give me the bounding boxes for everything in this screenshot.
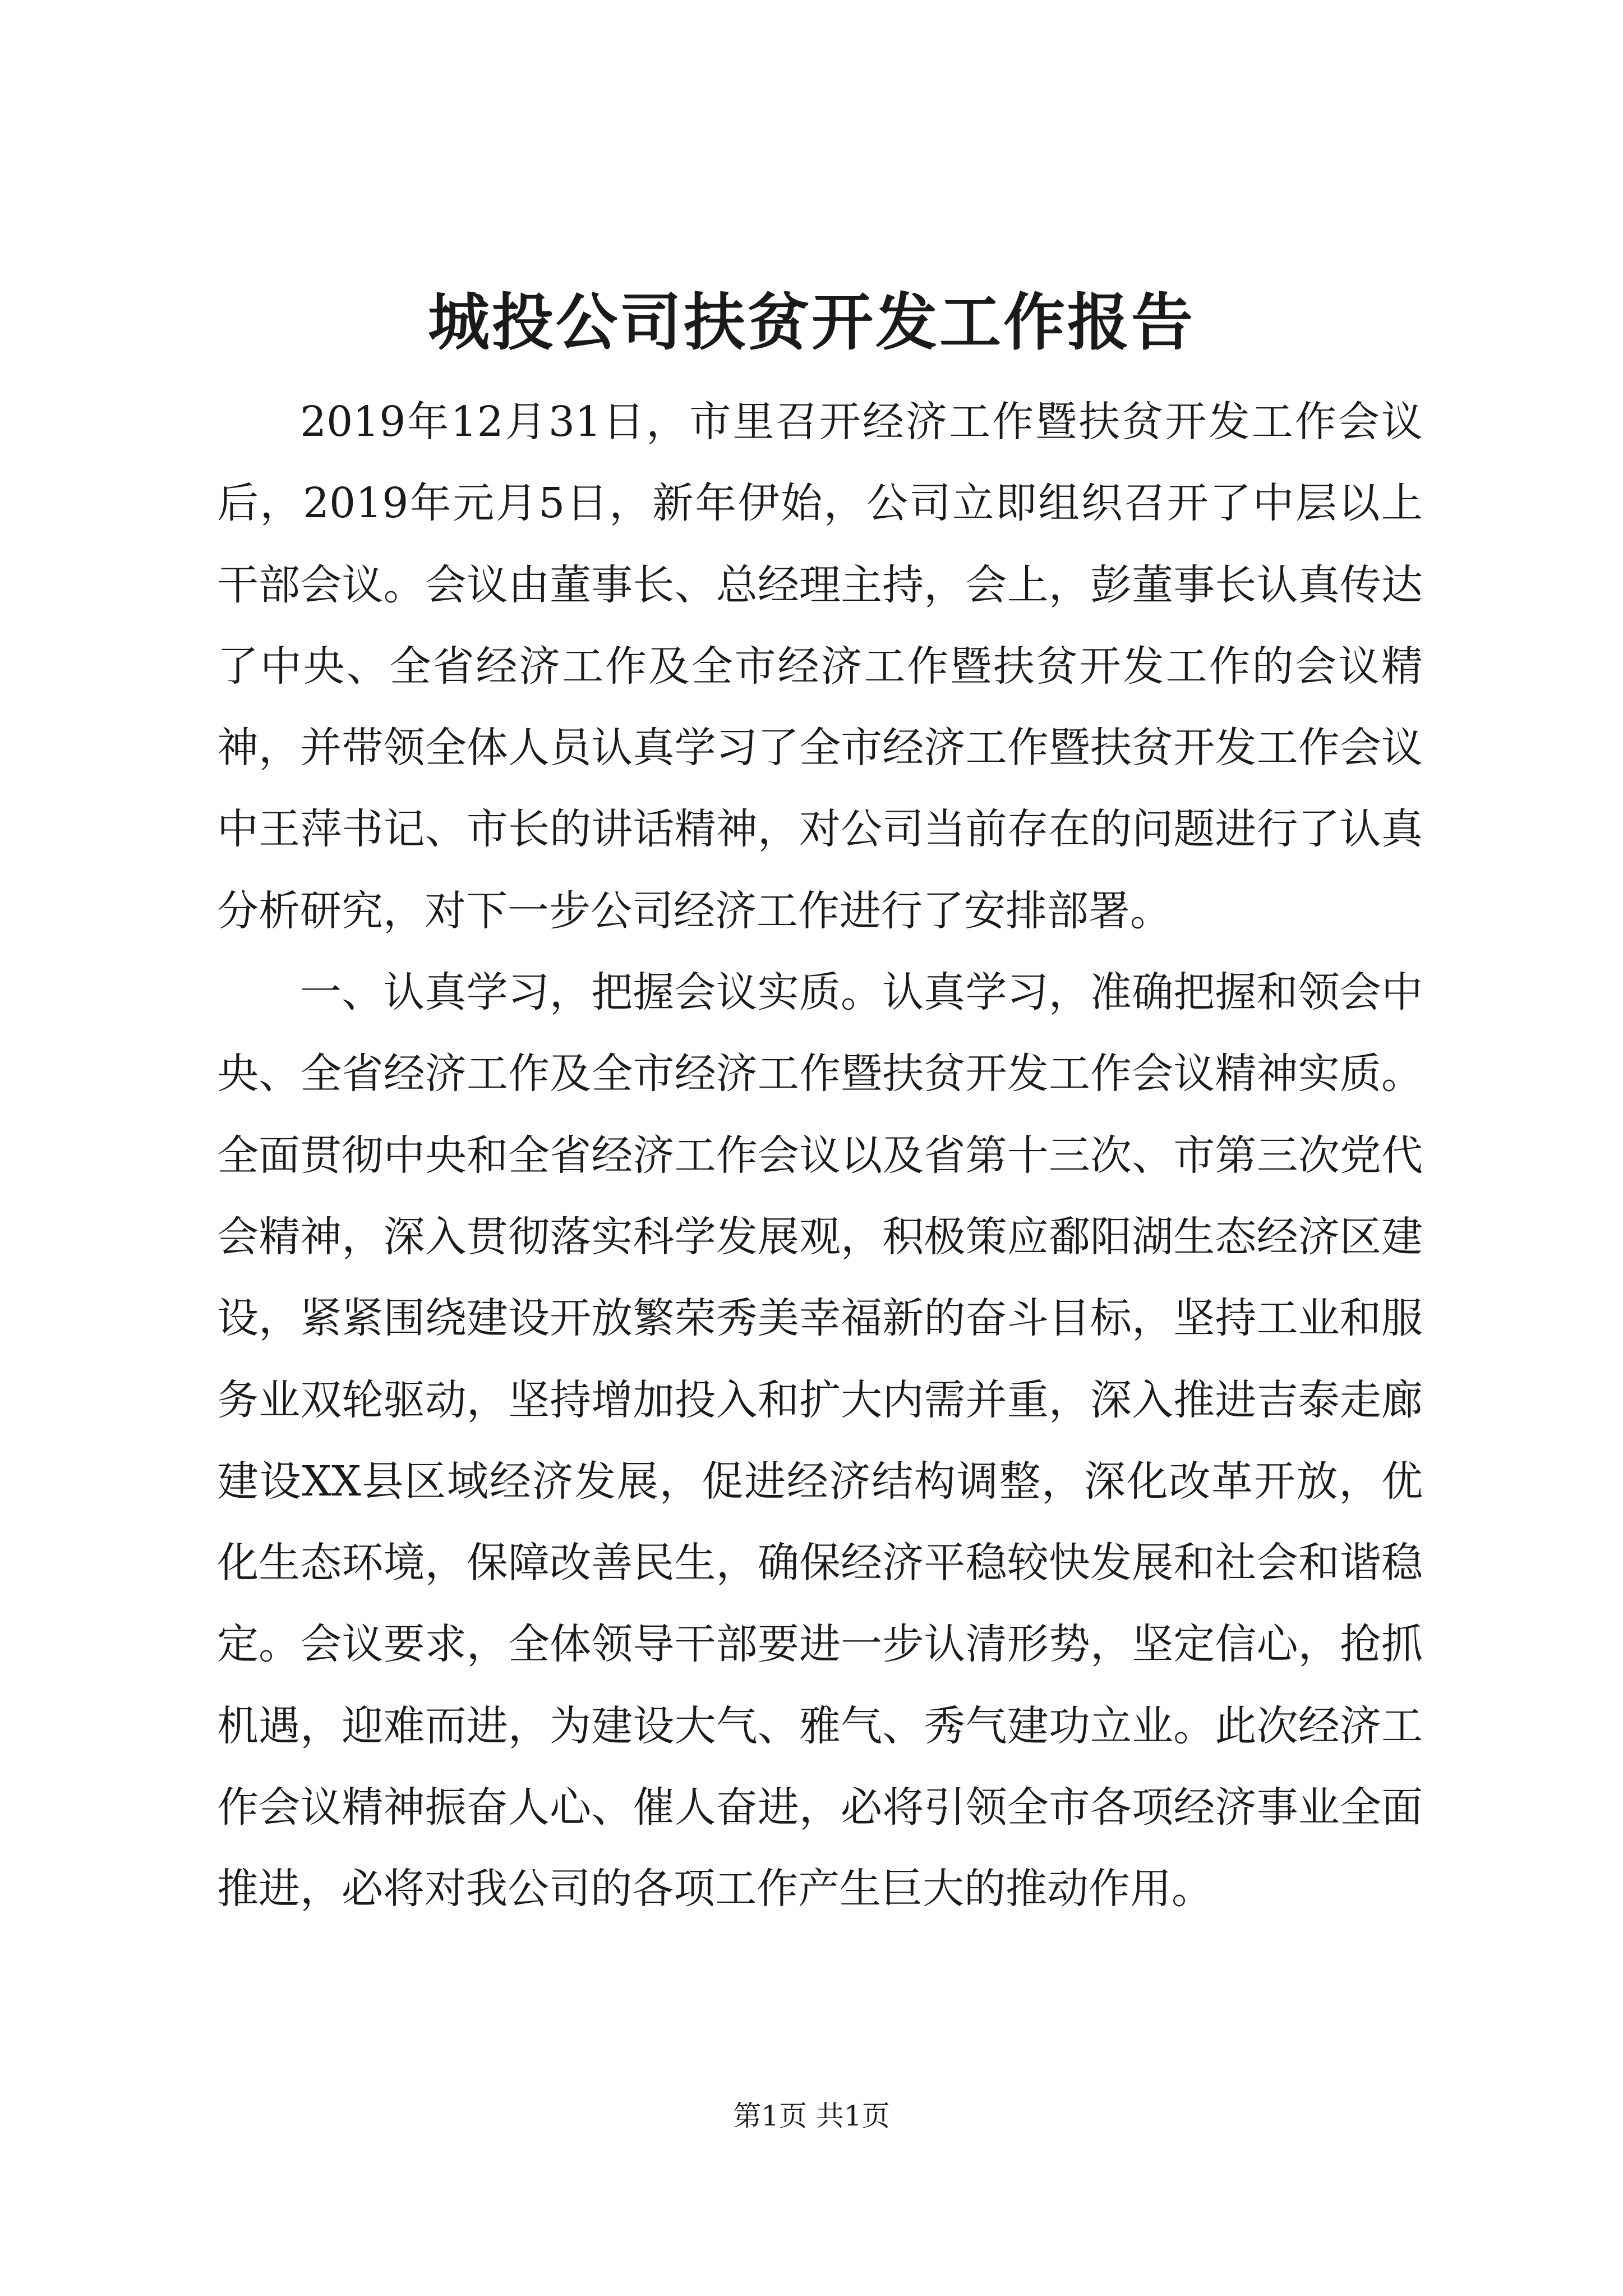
page-number-footer: 第1页 共1页 (733, 2100, 890, 2132)
document-body (217, 381, 1423, 1930)
paragraph-meeting-summary: 2019年12月31日，市里召开经济工作暨扶贫开发工作会议后，2019年元月5日，新年伊始，公司立即组织召开了中层以上干部会议。会议由董事长、总经理主持，会上，彭董事长认真传达了中央、全省经济工作及全市经济工作暨扶贫开发工作的会议精神，并带领全体人员认真学习了全市经济工作暨扶贫开发工作会议中王萍书记、市长的讲话精神，对公司当前存在的问题进行了认真分析研究，对下一步公司经济工作进行了安排部署。 (217, 398, 1423, 935)
document-title: 城投公司扶贫开发工作报告 (428, 286, 1195, 358)
paragraph-study-section: 一、认真学习，把握会议实质。认真学习，准确把握和领会中央、全省经济工作及全市经济工作暨扶贫开发工作会议精神实质。全面贯彻中央和全省经济工作会议以及省第十三次、市第三次党代会精神，深入贯彻落实科学发展观，积极策应鄱阳湖生态经济区建设，紧紧围绕建设开放繁荣秀美幸福新的奋斗目标，坚持工业和服务业双轮驱动，坚持增加投入和扩大内需并重，深入推进吉泰走廊建设XX县区域经济发展，促进经济结构调整，深化改革开放，优化生态环境，保障改善民生，确保经济平稳较快发展和社会和谐稳定。会议要求，全体领导干部要进一步认清形势，坚定信心，抢抓机遇，迎难而进，为建设大气、雅气、秀气建功立业。此次经济工作会议精神振奋人心、催人奋进，必将引领全市各项经济事业全面推进，必将对我公司的各项工作产生巨大的推动作用。 (217, 968, 1423, 1913)
